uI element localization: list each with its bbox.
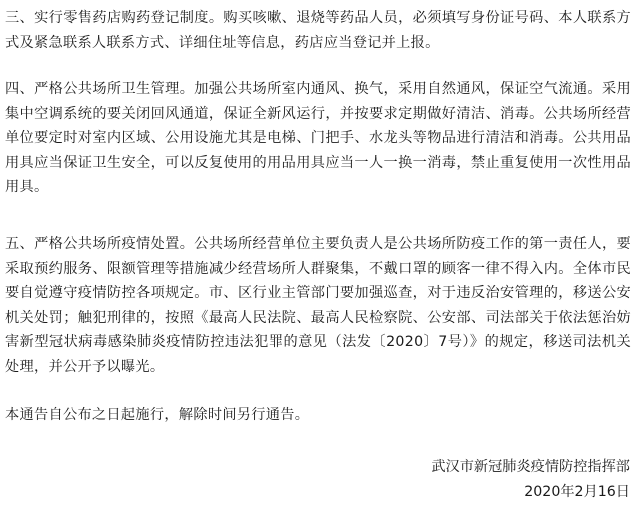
- notice-item-4-hygiene-management: 四、严格公共场所卫生管理。加强公共场所室内通风、换气，采用自然通风，保证空气流通。采用集中空调系统的要关闭回风通道，保证全新风运行，并按要求定期做好清洁、消毒。公共场所经营单位要定时对室内区域、公用设施尤其是电梯、门把手、水龙头等物品进行清洁和消毒。公共用品用具应当保证卫生安全，可以反复使用的用品用具应当一人一换一消毒，禁止重复使用一次性用品用具。: [5, 81, 631, 195]
- signature-date: 2020年2月16日: [524, 484, 630, 500]
- notice-effective-date-clause: 本通告自公布之日起施行，解除时间另行通告。: [5, 407, 310, 423]
- notice-item-5-epidemic-handling: 五、严格公共场所疫情处置。公共场所经营单位主要负责人是公共场所防疫工作的第一责任人，要采取预约服务、限额管理等措施减少经营场所人群聚集，不戴口罩的顾客一律不得入内。全体市民要自觉遵守疫情防控各项规定。市、区行业主管部门要加强巡查，对于违反治安管理的，移送公安机关处罚；触犯刑律的，按照《最高人民法院、最高人民检察院、公安部、司法部关于依法惩治妨害新型冠状病毒感染肺炎疫情防控违法犯罪的意见（法发〔2020〕7号）》的规定，移送司法机关处理，并公开予以曝光。: [5, 236, 631, 375]
- notice-item-3-purchase-registration: 三、实行零售药店购药登记制度。购买咳嗽、退烧等药品人员，必须填写身份证号码、本人联系方式及紧急联系人联系方式、详细住址等信息，药店应当登记并上报。: [5, 10, 631, 51]
- signature-organization: 武汉市新冠肺炎疫情防控指挥部: [431, 459, 630, 475]
